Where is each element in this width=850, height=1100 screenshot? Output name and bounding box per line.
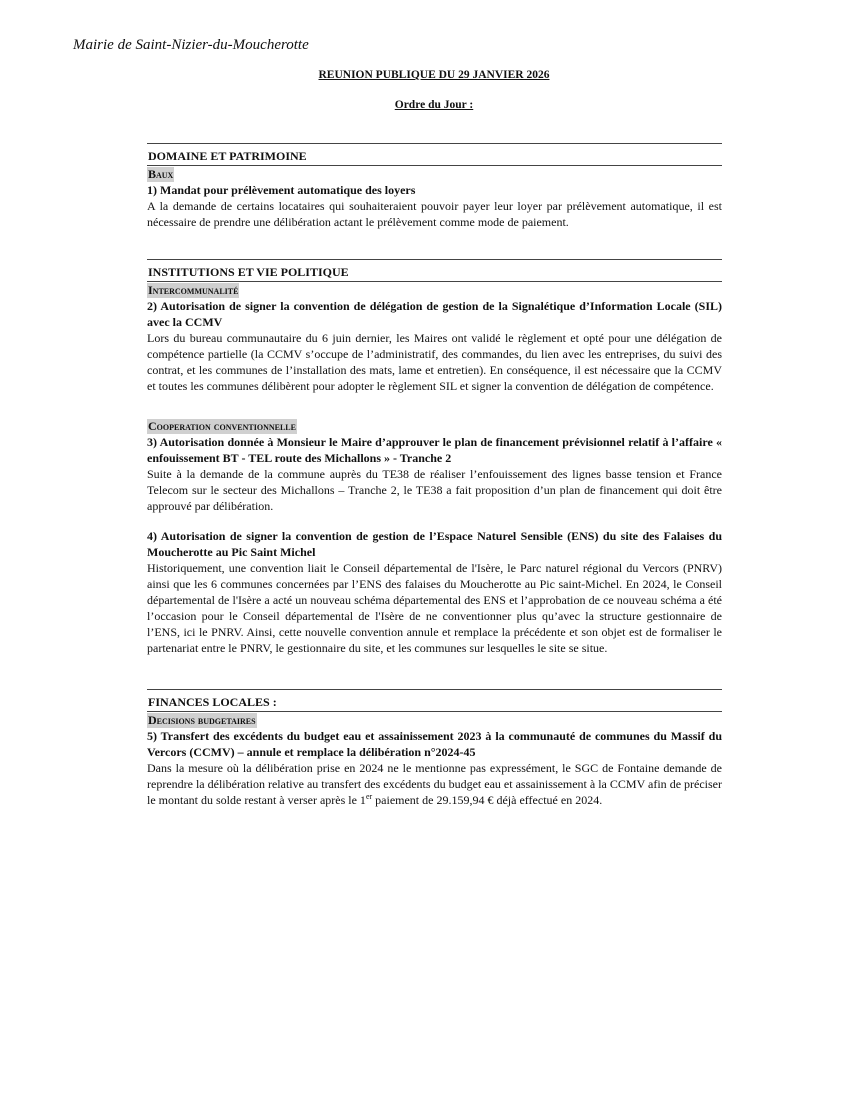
agenda-item-body: Historiquement, une convention liait le Conseil départemental de l'Isère, le Parc naturel régional du Vercors (PNRV) ainsi que les 6 communes concernées par l’ENS des falaises du Moucherotte au Pic saint-Michel. En 2024, le Conseil départemental de l'Isère a acté un nouveau schéma départemental des ENS et l’approbation de ce nouveau schéma a été l’occasion pour le Conseil départemental de l'Isère de ne conventionner plus qu’avec la structure gestionnaire de l’ENS, ici le PNRV. Ainsi, cette nouvelle convention annule et remplace la précédente et son objet est de formaliser le partenariat entre le PNRV, le gestionnaire du site, et les communes sur lesquelles le site se situe.: [147, 561, 722, 655]
section-heading: FINANCES LOCALES :: [147, 689, 722, 712]
agenda-item-body: A la demande de certains locataires qui souhaiteraient pouvoir payer leur loyer par prélèvement automatique, il est nécessaire de prendre une délibération actant le prélèvement comme mode de paiement.: [147, 199, 722, 229]
agenda-item-3: [147, 434, 722, 514]
agenda-item-body: Suite à la demande de la commune auprès du TE38 de réaliser l’enfouissement des lignes basse tension et France Telecom sur le secteur des Michallons – Tranche 2, le TE38 a fait proposition d’un plan de financement qui doit être approuvé par délibération.: [147, 467, 722, 513]
agenda-item-body: Lors du bureau communautaire du 6 juin dernier, les Maires ont validé le règlement et opté pour une délégation de compétence partielle (la CCMV s’occupe de l’administratif, des commandes, du lien avec les entreprises, du suivi des contrat, et les communes de l’installation des mats, lame et entretien). En conséquence, il est nécessaire que la CCMV et toutes les communes délibèrent pour adopter le règlement SIL et signer la convention de délégation de compétence.: [147, 331, 722, 393]
agenda-title: Ordre du Jour :: [394, 99, 474, 111]
agenda-item-body: [147, 760, 722, 808]
agenda-item-1: [147, 182, 722, 230]
body-text-end: paiement de 29.159,94 € déjà effectué en 2024.: [372, 793, 603, 807]
agenda-item-title: 2) Autorisation de signer la convention de délégation de gestion de la Signalétique d’Information Locale (SIL) avec la CCMV: [147, 299, 722, 329]
section-institutions: [147, 259, 722, 656]
section-finances-locales: [147, 689, 722, 808]
mairie-header: Mairie de Saint-Nizier-du-Moucherotte: [73, 37, 309, 53]
subsection-decisions-budgetaires: [147, 712, 722, 808]
subsection-label: Decisions budgetaires: [148, 713, 256, 727]
agenda-item-title: 5) Transfert des excédents du budget eau et assainissement 2023 à la communauté de communes du Massif du Vercors (CCMV) – annule et remplace la délibération n°2024-45: [147, 729, 722, 759]
document-title: REUNION PUBLIQUE DU 29 JANVIER 2026: [318, 69, 550, 81]
subsection-intercommunalite: [147, 282, 722, 394]
agenda-item-5: [147, 728, 722, 808]
agenda-item-title: 3) Autorisation donnée à Monsieur le Maire d’approuver le plan de financement prévisionnel relatif à l’affaire « enfouissement BT - TEL route des Michallons » - Tranche 2: [147, 435, 722, 465]
section-domaine-patrimoine: [147, 143, 722, 230]
subsection-label: Intercommunalité: [148, 283, 239, 297]
agenda-item-2: [147, 298, 722, 394]
subsection-label: Cooperation conventionnelle: [148, 419, 296, 433]
agenda-content: [147, 143, 722, 837]
section-heading: DOMAINE ET PATRIMOINE: [147, 143, 722, 166]
subsection-label: Baux: [148, 167, 174, 181]
section-heading: INSTITUTIONS ET VIE POLITIQUE: [147, 259, 722, 282]
agenda-item-title: 1) Mandat pour prélèvement automatique des loyers: [147, 183, 416, 197]
agenda-item-4: [147, 528, 722, 656]
agenda-item-title: 4) Autorisation de signer la convention de gestion de l’Espace Naturel Sensible (ENS) du site des Falaises du Moucherotte au Pic Saint Michel: [147, 529, 722, 559]
subsection-cooperation: [147, 418, 722, 656]
subsection-baux: [147, 166, 722, 230]
ordinal-superscript: er: [365, 792, 373, 801]
body-text: Dans la mesure où la délibération prise en 2024 ne le mentionne pas expressément, le SGC de Fontaine demande de reprendre la délibération relative au transfert des excédents du budget eau et assainissement à la CCMV afin de préciser le montant du solde restant à verser après le 1: [147, 761, 722, 807]
